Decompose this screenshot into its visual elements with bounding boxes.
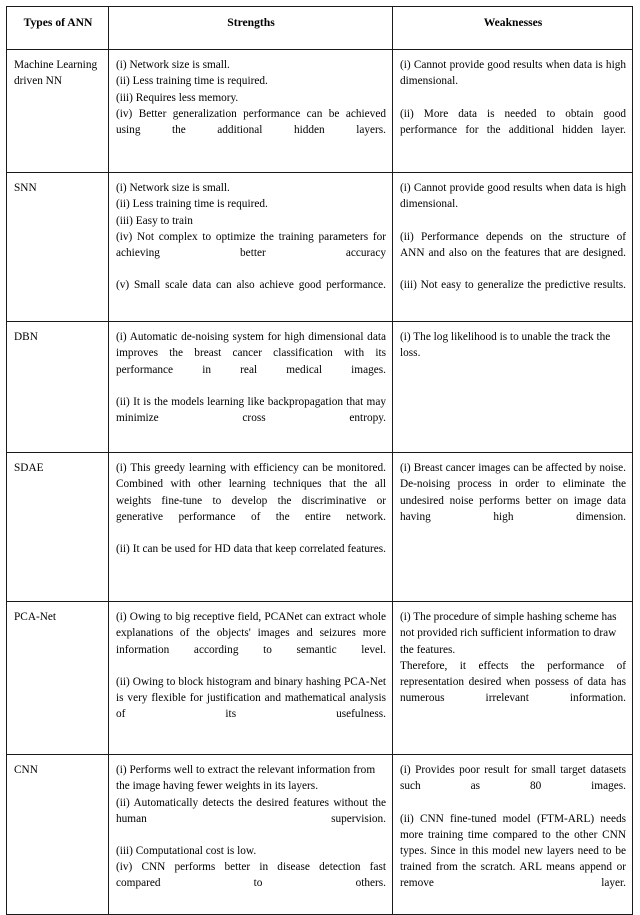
table-row: [7, 755, 633, 914]
cell-strengths: (i) Network size is small. (ii) Less training time is required. (iii) Easy to train (iv) Not complex to optimize the training parameters for achieving better accuracy (v) Small scale data can also achieve good performance.: [109, 173, 393, 322]
ann-type-label: SNN: [14, 182, 37, 195]
cell-ann-type: [7, 453, 109, 602]
table-body: [7, 50, 633, 914]
cell-ann-type: [7, 50, 109, 173]
cell-ann-type: [7, 173, 109, 322]
table-header: [7, 7, 633, 50]
cell-ann-type: [7, 602, 109, 755]
table-row: [7, 173, 633, 322]
ann-type-label: CNN: [14, 764, 38, 777]
ann-type-label: DBN: [14, 331, 38, 344]
cell-strengths: (i) Owing to big receptive field, PCANet can extract whole explanations of the objects' images and seizures more information according to semantic level. (ii) Owing to block histogram and binary hashing PCA-Net is very flexible for justification and mathematical analysis of its usefulness.: [109, 602, 393, 755]
ann-type-label: SDAE: [14, 462, 44, 475]
cell-strengths: (i) This greedy learning with efficiency can be monitored. Combined with other learning techniques that the all weights fine-tune to develop the discriminative or generative performance of the entire network. (ii) It can be used for HD data that keep correlated features.: [109, 453, 393, 602]
ann-comparison-table: [6, 6, 633, 915]
cell-weaknesses: (i) Cannot provide good results when data is high dimensional. (ii) More data is needed to obtain good performance for the additional hidden layer.: [393, 50, 633, 173]
table-row: [7, 453, 633, 602]
table-row: [7, 322, 633, 453]
table-header-row: [7, 7, 633, 50]
cell-ann-type: [7, 755, 109, 914]
cell-strengths: (i) Performs well to extract the relevant information from the image having fewer weights in its layers. (ii) Automatically detects the desired features without the human supervision. (iii) Computational cost is low. (iv) CNN performs better in disease detection fast compared to others.: [109, 755, 393, 914]
ann-type-label: Machine Learning driven NN: [14, 59, 98, 88]
table-row: [7, 50, 633, 173]
cell-strengths: (i) Automatic de-noising system for high dimensional data improves the breast cancer classification with its performance in real medical images. (ii) It is the models learning like backpropagation that may minimize cross entropy.: [109, 322, 393, 453]
column-header-weaknesses: Weaknesses: [393, 7, 633, 50]
cell-strengths: (i) Network size is small. (ii) Less training time is required. (iii) Requires less memory. (iv) Better generalization performance can be achieved using the additional hidden layers.: [109, 50, 393, 173]
cell-weaknesses: (i) Provides poor result for small target datasets such as 80 images. (ii) CNN fine-tuned model (FTM-ARL) needs more training time compared to the other CNN types. Since in this model new layers need to be trained from the scratch. ARL means append or remove layer.: [393, 755, 633, 914]
cell-weaknesses: (i) Cannot provide good results when data is high dimensional. (ii) Performance depends on the structure of ANN and also on the features that are designed. (iii) Not easy to generalize the predictive results.: [393, 173, 633, 322]
column-header-types-of-ann: Types of ANN: [7, 7, 109, 50]
cell-weaknesses: (i) Breast cancer images can be affected by noise. De-noising process in order to eliminate the undesired noise performs better on image data having high dimension.: [393, 453, 633, 602]
ann-type-label: PCA-Net: [14, 611, 57, 624]
table-row: [7, 602, 633, 755]
cell-ann-type: [7, 322, 109, 453]
column-header-strengths: Strengths: [109, 7, 393, 50]
cell-weaknesses: (i) The procedure of simple hashing scheme has not provided rich sufficient information to draw the features. Therefore, it effects the performance of representation desired when possess of data has numerous irrelevant information.: [393, 602, 633, 755]
cell-weaknesses: (i) The log likelihood is to unable the track the loss.: [393, 322, 633, 453]
